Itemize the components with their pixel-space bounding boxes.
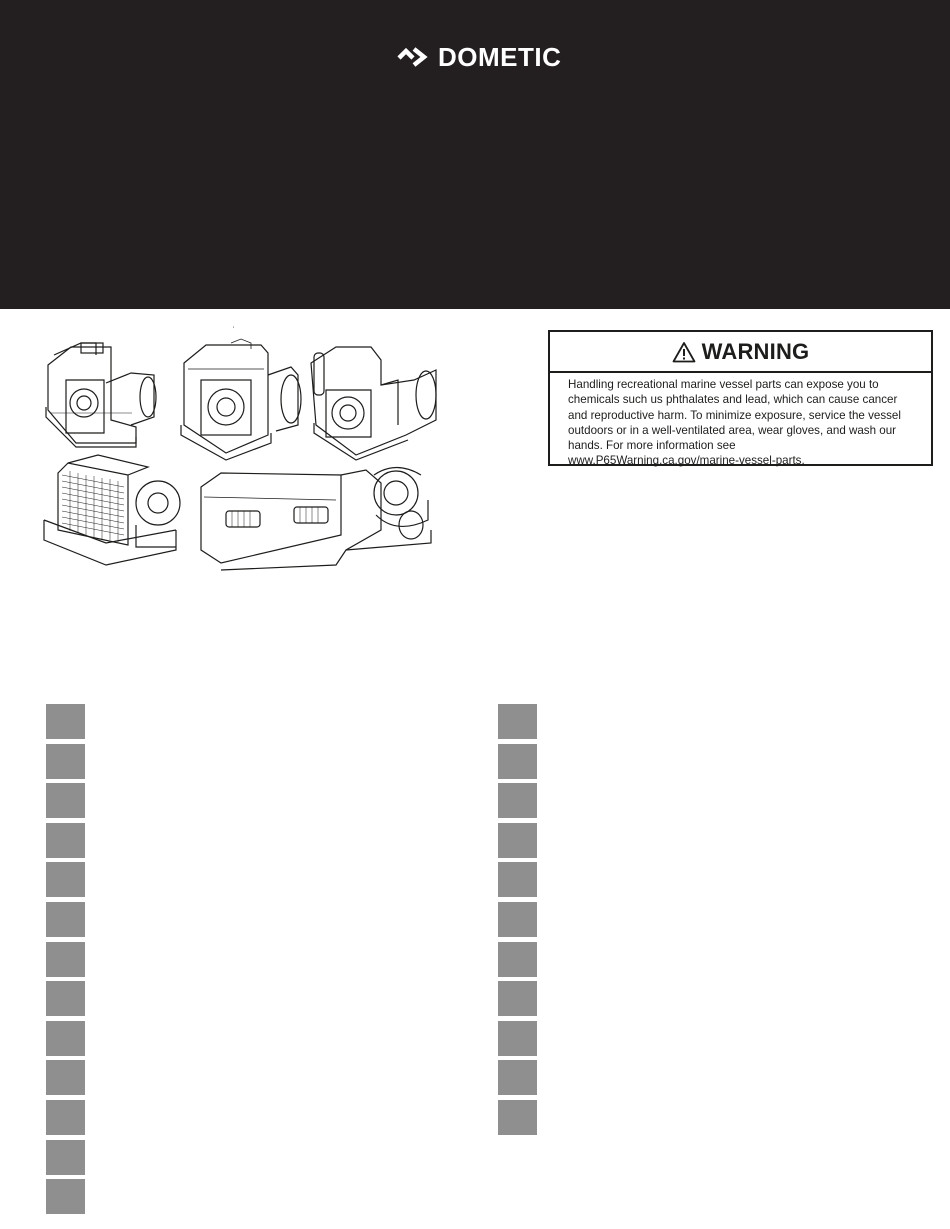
language-tab[interactable] xyxy=(46,1021,85,1056)
language-tab[interactable] xyxy=(46,823,85,858)
language-tab[interactable] xyxy=(498,1060,537,1095)
language-tab[interactable] xyxy=(498,744,537,779)
language-tab[interactable] xyxy=(498,981,537,1016)
product-illustrations xyxy=(36,325,446,575)
warning-triangle-icon xyxy=(672,341,696,363)
warning-link: www.P65Warning.ca.gov/marine-vessel-parts. xyxy=(568,454,805,468)
language-tab[interactable] xyxy=(498,942,537,977)
language-tab[interactable] xyxy=(46,1060,85,1095)
warning-line: and reproductive harm. To minimize exposure, service the vessel xyxy=(568,408,901,422)
brand-logo xyxy=(397,44,561,70)
warning-line: chemicals such us phthalates and lead, which can cause cancer xyxy=(568,393,898,407)
cover-header-band xyxy=(0,0,950,309)
language-tab[interactable] xyxy=(46,1179,85,1214)
language-tab[interactable] xyxy=(498,823,537,858)
prop65-warning-box xyxy=(548,330,933,466)
language-tabs-right xyxy=(498,704,537,1140)
language-tab[interactable] xyxy=(498,1100,537,1135)
condenser-unit-illustration xyxy=(44,455,180,565)
brand-name: DOMETIC xyxy=(438,42,562,72)
language-tab[interactable] xyxy=(498,704,537,739)
warning-line: hands. For more information see xyxy=(568,439,736,453)
warning-line: Handling recreational marine vessel parts can expose you to xyxy=(568,378,879,391)
language-tab[interactable] xyxy=(46,744,85,779)
language-tab[interactable] xyxy=(46,704,85,739)
language-tab[interactable] xyxy=(46,902,85,937)
language-tab[interactable] xyxy=(498,1021,537,1056)
ac-unit-illustration xyxy=(46,343,156,447)
language-tab[interactable] xyxy=(46,862,85,897)
language-tab[interactable] xyxy=(46,783,85,818)
ac-unit-illustration xyxy=(311,347,436,460)
language-tab[interactable] xyxy=(498,783,537,818)
ac-unit-illustration xyxy=(181,339,301,460)
evaporator-unit-illustration xyxy=(201,468,431,571)
language-tab[interactable] xyxy=(46,981,85,1016)
language-tab[interactable] xyxy=(498,902,537,937)
warning-title: WARNING xyxy=(701,338,810,364)
language-tab[interactable] xyxy=(46,1100,85,1135)
warning-header xyxy=(550,332,931,373)
warning-text xyxy=(550,373,931,469)
language-tab[interactable] xyxy=(498,862,537,897)
dometic-chevron-logo-icon xyxy=(397,46,433,68)
language-tabs-left xyxy=(46,704,85,1219)
language-tab[interactable] xyxy=(46,1140,85,1175)
warning-line: outdoors or in a well-ventilated area, wear gloves, and wash our xyxy=(568,423,897,437)
svg-text:': ' xyxy=(233,327,235,333)
language-tab[interactable] xyxy=(46,942,85,977)
